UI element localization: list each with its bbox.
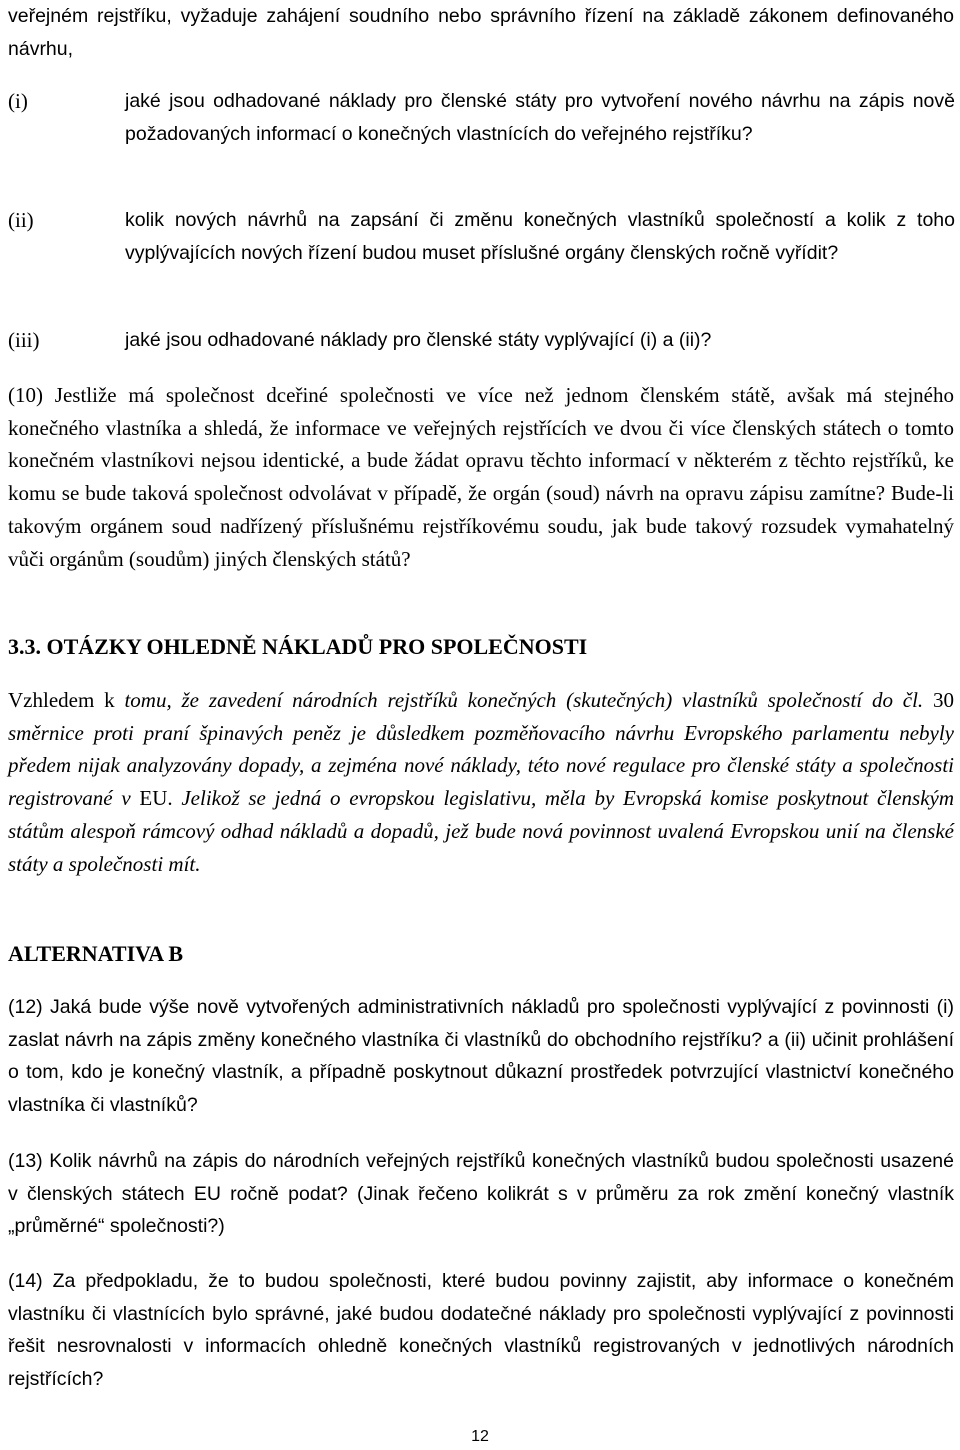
list-item-text: jaké jsou odhadované náklady pro členské státy pro vytvoření nového návrhu na zápis nově požadovaných informací o konečných vlastnících do veřejného rejstříku? (125, 90, 955, 145)
costs-text-part2: tomu, že zavedení národních rejstříků konečných (skutečných) vlastníků společností do čl. (124, 688, 924, 712)
question-12-paragraph: (12) Jaká bude výše nově vytvořených administrativních nákladů pro společnosti vyplývající z povinnosti (i) zaslat návrh na zápis změny konečného vlastníka či vlastníků do obchodního rejstříku? a (ii) učinit prohlášení o tom, kdo je konečný vlastník, a případně poskytnout důkazní prostředek potvrzující vlastnictví konečného vlastníka či vlastníků? (8, 996, 954, 1117)
costs-text-part6: Jelikož se jedná o evropskou legislativu, měla by Evropská komise poskytnout členským státům alespoň rámcový odhad nákladů a dopadů, jež bude nová povinnost uvalená Evropskou unií na členské státy a společnosti mít. (8, 786, 954, 876)
list-item-text: jaké jsou odhadované náklady pro členské státy vyplývající (i) a (ii)? (125, 329, 712, 351)
list-item-number: (iii) (8, 328, 40, 352)
costs-text-part5: EU. (139, 786, 182, 811)
question-10-paragraph: (10) Jestliže má společnost dceřiné společnosti ve více než jednom členském státě, avšak má stejného konečného vlastníka a shledá, že informace ve veřejných rejstřících ve dvou či více členských státech o tomto konečném vlastníkovi nejsou identické, a bude žádat opravu těchto informací v některém z těchto rejstříků, ke komu se bude taková společnost odvolávat v případě, že orgán (soud) návrh na opravu zápisu zamítne? Bude-li takovým orgánem soud nadřízený příslušnému rejstříkovému soudu, jak bude takový rozsudek vymahatelný vůči orgánům (soudům) jiných členských států? (8, 383, 954, 571)
list-item-number: (i) (8, 89, 28, 113)
costs-text-part3: 30 (923, 688, 955, 712)
question-14-paragraph: (14) Za předpokladu, že to budou společnosti, které budou povinny zajistit, aby informace o konečném vlastníku či vlastnících bylo správné, jaké budou dodatečné náklady pro společnosti vyplývající z povinnosti řešit nesrovnalosti v informacích ohledně konečných vlastníků registrovaných v jednotlivých národních rejstřících? (8, 1270, 954, 1391)
question-13-paragraph: (13) Kolik návrhů na zápis do národních veřejných rejstříků konečných vlastníků budou společnosti usazené v členských státech EU ročně podat? (Jinak řečeno kolikrát s v průměru za rok změní konečný vlastník „průměrné“ společnosti?) (8, 1150, 954, 1238)
section-heading-alternative-b: ALTERNATIVA B (8, 941, 184, 966)
list-item-number: (ii) (8, 208, 34, 232)
costs-text-part1: Vzhledem k (8, 688, 125, 712)
costs-text-part4: směrnice proti praní špinavých peněz je důsledkem pozměňovacího návrhu Evropského parlamentu nebyly předem nijak analyzovány dopady, a zejména nové náklady, této nové regulace pro členské státy a společnosti registrované v (8, 720, 954, 811)
list-item-text: kolik nových návrhů na zapsání či změnu konečných vlastníků společností a kolik z toho vyplývajících nových řízení budou muset příslušné orgány členských ročně vyřídit? (125, 209, 955, 264)
section-heading-costs: 3.3. OTÁZKY OHLEDNĚ NÁKLADŮ PRO SPOLEČNOSTI (8, 634, 588, 659)
intro-paragraph: veřejném rejstříku, vyžaduje zahájení soudního nebo správního řízení na základě zákonem definovaného návrhu, (8, 5, 954, 60)
page-number: 12 (471, 1428, 489, 1445)
costs-paragraph (8, 684, 954, 880)
